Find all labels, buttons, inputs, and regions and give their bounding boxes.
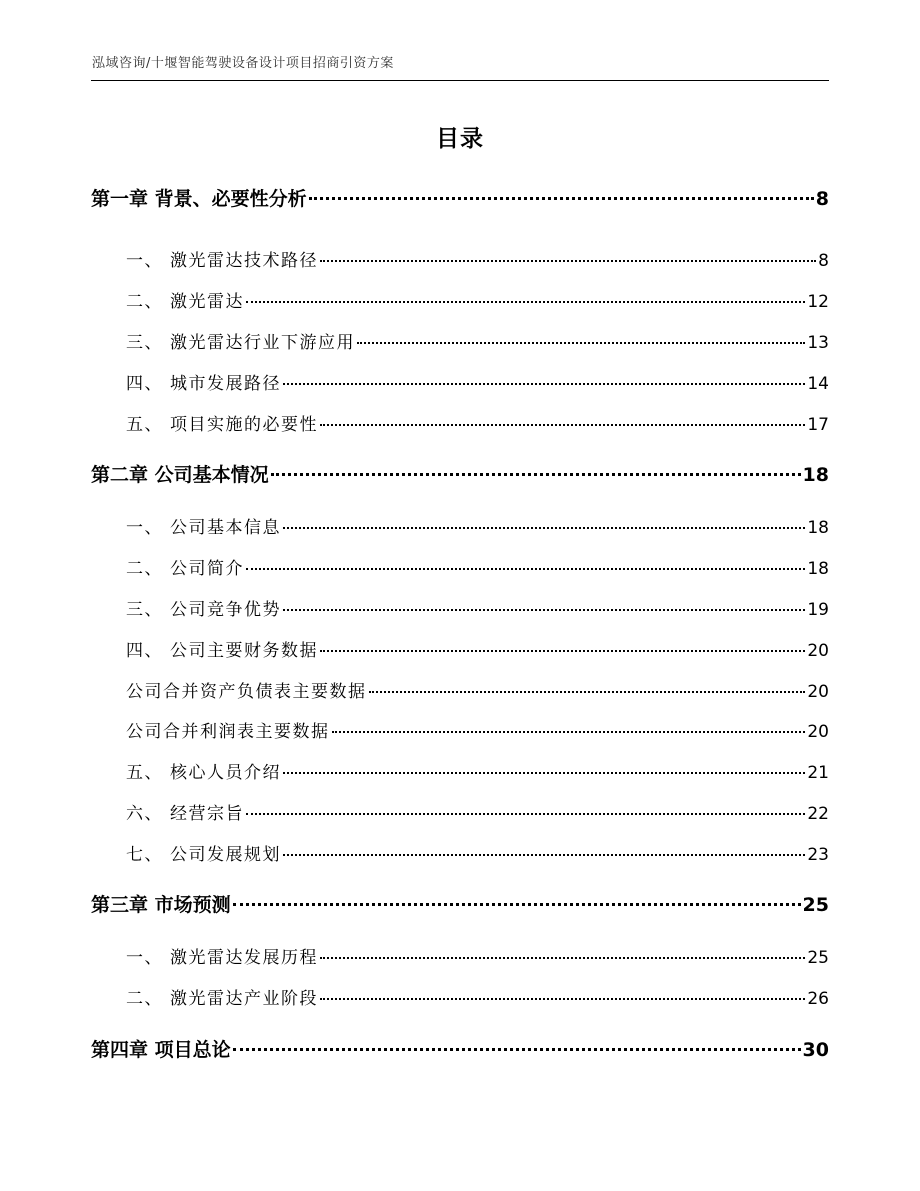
- toc-entry-label: [126, 410, 318, 435]
- dot-leader: [320, 957, 805, 959]
- section-title: 激光雷达技术路径: [170, 251, 318, 271]
- toc-entry-subsection[interactable]: [126, 677, 829, 702]
- running-header: 泓域咨询/十堰智能驾驶设备设计项目招商引资方案: [92, 56, 394, 71]
- section-title: 激光雷达发展历程: [170, 948, 318, 968]
- toc-entry-page: 12: [807, 292, 829, 312]
- header-divider: [91, 80, 829, 81]
- toc-entry-label: [126, 595, 281, 620]
- dot-leader: [246, 301, 805, 303]
- toc-entry-page: 17: [807, 415, 829, 435]
- toc-entry-page: 26: [807, 989, 829, 1009]
- section-number: 六、: [126, 804, 163, 824]
- toc-entry-section[interactable]: [126, 943, 829, 968]
- toc-entry-label: [126, 328, 355, 353]
- section-title: 公司主要财务数据: [170, 641, 318, 661]
- toc-entry-section[interactable]: [126, 636, 829, 661]
- toc-entry-page: 8: [815, 188, 829, 210]
- section-number: 四、: [126, 641, 163, 661]
- toc-entry-chapter[interactable]: [91, 184, 829, 211]
- dot-leader: [332, 731, 806, 733]
- dot-leader: [369, 691, 806, 693]
- toc-entry-label: [126, 246, 318, 271]
- toc-entry-label: 第三章 市场预测: [91, 894, 231, 916]
- section-number: 二、: [126, 989, 163, 1009]
- toc-entry-label: [126, 799, 244, 824]
- toc-entry-section[interactable]: [126, 799, 829, 824]
- toc-entry-section[interactable]: [126, 246, 829, 271]
- toc-entry-label: [126, 369, 281, 394]
- toc-entry-section[interactable]: [126, 513, 829, 538]
- toc-entry-page: 25: [807, 948, 829, 968]
- toc-entry-section[interactable]: [126, 554, 829, 579]
- dot-leader: [246, 568, 805, 570]
- toc-entry-section[interactable]: [126, 984, 829, 1009]
- toc-entry-page: 13: [807, 333, 829, 353]
- toc-entry-page: 30: [802, 1039, 829, 1061]
- dot-leader: [283, 854, 805, 856]
- section-number: 七、: [126, 845, 163, 865]
- section-number: 五、: [126, 763, 163, 783]
- toc-entry-section[interactable]: [126, 410, 829, 435]
- dot-leader: [233, 903, 801, 906]
- section-number: 二、: [126, 292, 163, 312]
- toc-entry-section[interactable]: [126, 595, 829, 620]
- toc-entry-chapter[interactable]: [91, 460, 829, 487]
- toc-entry-page: 8: [818, 251, 829, 271]
- section-title: 经营宗旨: [170, 804, 244, 824]
- toc-entry-section[interactable]: [126, 840, 829, 865]
- toc-entry-page: 21: [807, 763, 829, 783]
- section-number: 五、: [126, 415, 163, 435]
- toc-entry-label: [126, 287, 244, 312]
- section-number: 三、: [126, 333, 163, 353]
- toc-entry-page: 18: [807, 518, 829, 538]
- toc-entry-section[interactable]: [126, 369, 829, 394]
- toc-entry-label: [126, 840, 281, 865]
- dot-leader: [283, 772, 805, 774]
- section-title: 公司基本信息: [170, 518, 281, 538]
- toc-entry-label: [126, 554, 244, 579]
- section-title: 公司发展规划: [170, 845, 281, 865]
- dot-leader: [246, 813, 805, 815]
- toc-entry-label: 第二章 公司基本情况: [91, 464, 269, 486]
- toc-entry-page: 23: [807, 845, 829, 865]
- section-title: 公司竞争优势: [170, 600, 281, 620]
- dot-leader: [283, 609, 805, 611]
- dot-leader: [320, 998, 805, 1000]
- toc-entry-label: 第四章 项目总论: [91, 1039, 231, 1061]
- toc-entry-page: 18: [807, 559, 829, 579]
- section-number: 一、: [126, 251, 163, 271]
- section-title: 激光雷达产业阶段: [170, 989, 318, 1009]
- dot-leader: [320, 260, 816, 262]
- toc-entry-label: [126, 513, 281, 538]
- toc-entry-page: 25: [802, 894, 829, 916]
- toc-entry-page: 20: [807, 641, 829, 661]
- toc-entry-label: 公司合并资产负债表主要数据: [126, 682, 367, 702]
- toc-entry-label: [126, 984, 318, 1009]
- toc-entry-label: 公司合并利润表主要数据: [126, 722, 330, 742]
- toc-entry-page: 19: [807, 600, 829, 620]
- section-title: 核心人员介绍: [170, 763, 281, 783]
- dot-leader: [283, 383, 805, 385]
- toc-entry-page: 18: [802, 464, 829, 486]
- toc-entry-label: [126, 636, 318, 661]
- toc-entry-chapter[interactable]: [91, 1035, 829, 1062]
- toc-entry-page: 20: [807, 682, 829, 702]
- section-title: 城市发展路径: [170, 374, 281, 394]
- section-title: 激光雷达: [170, 292, 244, 312]
- section-number: 一、: [126, 948, 163, 968]
- toc-entry-page: 14: [807, 374, 829, 394]
- dot-leader: [320, 424, 805, 426]
- section-title: 项目实施的必要性: [170, 415, 318, 435]
- dot-leader: [233, 1048, 801, 1051]
- section-number: 二、: [126, 559, 163, 579]
- dot-leader: [283, 527, 805, 529]
- toc-entry-label: [126, 758, 281, 783]
- section-number: 一、: [126, 518, 163, 538]
- section-title: 公司简介: [170, 559, 244, 579]
- dot-leader: [309, 197, 814, 200]
- section-title: 激光雷达行业下游应用: [170, 333, 355, 353]
- toc-entry-section[interactable]: [126, 328, 829, 353]
- toc-entry-subsection[interactable]: [126, 717, 829, 742]
- section-number: 四、: [126, 374, 163, 394]
- toc-entry-label: [126, 943, 318, 968]
- toc-entry-section[interactable]: [126, 758, 829, 783]
- dot-leader: [271, 473, 801, 476]
- toc-entry-chapter[interactable]: [91, 890, 829, 917]
- toc-entry-page: 22: [807, 804, 829, 824]
- section-number: 三、: [126, 600, 163, 620]
- toc-entry-page: 20: [807, 722, 829, 742]
- toc-entry-section[interactable]: [126, 287, 829, 312]
- toc-title: 目录: [436, 126, 484, 152]
- toc-entry-label: 第一章 背景、必要性分析: [91, 188, 307, 210]
- dot-leader: [320, 650, 805, 652]
- dot-leader: [357, 342, 805, 344]
